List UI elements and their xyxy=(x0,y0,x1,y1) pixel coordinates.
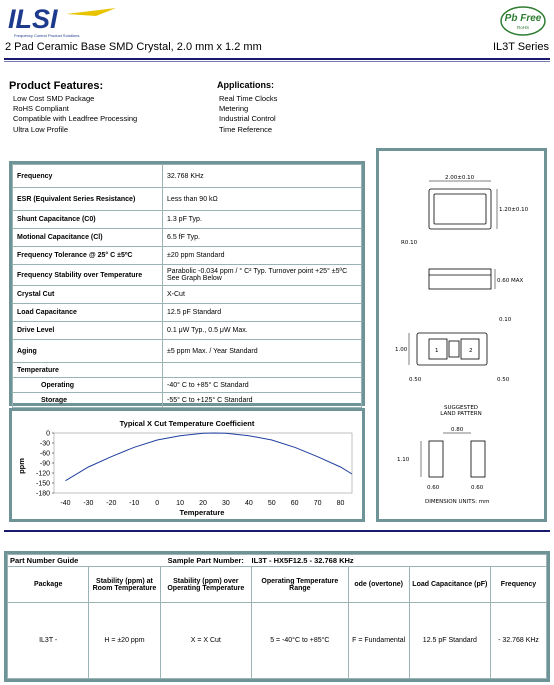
application-item: Time Reference xyxy=(219,124,273,134)
land-title-2: LAND PATTERN xyxy=(440,411,482,417)
specifications-table xyxy=(9,161,365,406)
dimension-units: DIMENSION UNITS: mm xyxy=(425,499,490,505)
chart-ylabel: ppm xyxy=(17,458,26,474)
y-tick-label: -150 xyxy=(35,480,50,488)
dimension-drawing xyxy=(376,148,547,522)
spec-row xyxy=(13,165,362,188)
pn-value-cell: IL3T - xyxy=(8,603,89,679)
spec-row xyxy=(13,363,362,378)
y-tick-label: -60 xyxy=(39,450,50,458)
spec-label: Frequency Tolerance @ 25° C ±5ºC xyxy=(13,247,163,265)
y-tick-label: 0 xyxy=(46,430,50,438)
plot-frame xyxy=(54,433,352,493)
spec-value: 32.768 KHz xyxy=(163,165,362,188)
x-tick-label: 30 xyxy=(222,500,230,507)
feature-item: Low Cost SMD Package xyxy=(13,94,95,103)
y-tick-label: -120 xyxy=(35,470,50,478)
dimension-svg xyxy=(379,151,544,519)
pn-value-cell: X = X Cut xyxy=(160,603,252,679)
dim-radius: R0.10 xyxy=(401,240,418,246)
header-rule-thin xyxy=(4,61,550,62)
pn-value-cell: 12.5 pF Standard xyxy=(409,603,490,679)
pn-value-cell: F = Fundamental xyxy=(348,603,409,679)
spec-row xyxy=(13,378,362,393)
chart-svg xyxy=(12,411,362,519)
pn-value-cell: H = ±20 ppm xyxy=(89,603,160,679)
dim-land-w1: 0.60 xyxy=(427,485,440,491)
section-rule xyxy=(4,530,550,532)
logo-tagline: Frequency Control Product Solutions xyxy=(14,33,80,38)
x-tick-label: -20 xyxy=(106,500,117,507)
dim-land-height: 1.10 xyxy=(397,457,410,463)
dim-side-height: 0.60 MAX xyxy=(497,278,524,284)
spec-label: Shunt Capacitance (C0) xyxy=(13,211,163,229)
spec-value: ±20 ppm Standard xyxy=(163,247,362,265)
spec-row xyxy=(13,247,362,265)
spec-value: X-Cut xyxy=(163,286,362,304)
header-rule xyxy=(4,58,550,60)
spec-label: Motional Capacitance (Cl) xyxy=(13,229,163,247)
features-heading: Product Features: xyxy=(9,80,104,92)
pb-free-badge xyxy=(500,6,546,36)
pn-header-cell: Stability (ppm) at Room Temperature xyxy=(89,567,160,603)
dim-pad-width: 0.10 xyxy=(499,317,512,323)
spec-label: Drive Level xyxy=(13,322,163,340)
x-tick-label: -30 xyxy=(83,500,94,507)
chart-title: Typical X Cut Temperature Coefficient xyxy=(119,419,255,428)
spec-label: Frequency xyxy=(13,165,163,188)
pn-guide-label: Part Number Guide xyxy=(8,555,161,567)
spec-row xyxy=(13,393,362,408)
spec-value: 0.1 μW Typ., 0.5 μW Max. xyxy=(163,322,362,340)
feature-item: RoHS Compliant xyxy=(13,104,69,114)
x-tick-label: 0 xyxy=(155,500,160,507)
y-tick-label: -90 xyxy=(39,460,50,468)
x-tick-label: 10 xyxy=(176,500,184,507)
x-tick-label: 60 xyxy=(290,500,299,507)
spec-label: Operating xyxy=(13,378,163,393)
spec-label: Temperature xyxy=(13,363,163,378)
dim-pad-left: 0.50 xyxy=(409,377,422,383)
x-tick-label: 70 xyxy=(313,500,322,507)
spec-row xyxy=(13,286,362,304)
spec-label: Load Capacitance xyxy=(13,304,163,322)
spec-label: Storage xyxy=(13,393,163,408)
x-tick-label: 20 xyxy=(199,500,207,507)
temperature-chart xyxy=(9,408,365,522)
application-item: Real Time Clocks xyxy=(219,94,278,103)
spec-label: Aging xyxy=(13,340,163,363)
dim-land-w2: 0.60 xyxy=(471,485,484,491)
logo-text: ILSI xyxy=(8,4,58,34)
chart-xlabel: Temperature xyxy=(179,508,225,517)
y-tick-label: -30 xyxy=(39,440,50,448)
pad-2-label: 2 xyxy=(469,348,473,354)
feature-item: Ultra Low Profile xyxy=(13,124,69,134)
application-item: Industrial Control xyxy=(219,114,276,124)
pn-value-cell: - 32.768 KHz xyxy=(491,603,547,679)
spec-value xyxy=(163,363,362,378)
pn-header-cell: Package xyxy=(8,567,89,603)
spec-value: Less than 90 kΩ xyxy=(163,188,362,211)
spec-value: 6.5 fF Typ. xyxy=(163,229,362,247)
y-tick-label: -180 xyxy=(35,490,50,498)
rohs-text: RoHS xyxy=(516,25,530,30)
spec-value: -40° C to +85° C Standard xyxy=(163,378,362,393)
spec-label: ESR (Equivalent Series Resistance) xyxy=(13,188,163,211)
x-tick-label: 50 xyxy=(267,500,276,507)
spec-value: 12.5 pF Standard xyxy=(163,304,362,322)
product-title: 2 Pad Ceramic Base SMD Crystal, 2.0 mm x 1.2 mm xyxy=(5,41,262,53)
spec-value: ±5 ppm Max. / Year Standard xyxy=(163,340,362,363)
features-list xyxy=(13,94,137,135)
pn-header-cell: Load Capacitance (pF) xyxy=(409,567,490,603)
feature-item: Compatible with Leadfree Processing xyxy=(13,114,138,124)
spec-value: 1.3 pF Typ. xyxy=(163,211,362,229)
pb-free-text: Pb Free xyxy=(504,13,542,24)
part-number-guide xyxy=(4,551,550,682)
pn-value-cell: 5 = -40°C to +85°C xyxy=(252,603,349,679)
dim-pad-height: 1.00 xyxy=(395,347,408,353)
pn-sample-label: Sample Part Number: xyxy=(160,555,252,567)
spec-row xyxy=(13,188,362,211)
dim-land-gap: 0.80 xyxy=(451,427,464,433)
spec-label: Frequency Stability over Temperature xyxy=(13,265,163,286)
pad-1-label: 1 xyxy=(435,348,439,354)
applications-list xyxy=(219,94,277,135)
spec-row xyxy=(13,322,362,340)
application-item: Metering xyxy=(219,104,249,114)
pn-sample-value: IL3T - HX5F12.5 - 32.768 KHz xyxy=(252,555,491,567)
x-tick-label: -10 xyxy=(129,500,140,507)
pn-header-cell: ode (overtone) xyxy=(348,567,409,603)
x-tick-label: 40 xyxy=(244,500,253,507)
spec-row xyxy=(13,304,362,322)
x-tick-label: -40 xyxy=(60,500,71,507)
series-line xyxy=(66,433,353,481)
dim-top-height: 1.20±0.10 xyxy=(499,207,529,213)
spec-row xyxy=(13,265,362,286)
spec-row xyxy=(13,340,362,363)
dim-pad-right: 0.50 xyxy=(497,377,510,383)
ilsi-logo xyxy=(4,4,124,40)
series-label: IL3T Series xyxy=(492,41,549,53)
dim-top-width: 2.00±0.10 xyxy=(445,175,475,181)
spec-row xyxy=(13,229,362,247)
pn-header-cell: Frequency xyxy=(491,567,547,603)
applications-heading: Applications: xyxy=(217,80,275,90)
spec-value: Parabolic -0.034 ppm / ° C² Typ. Turnover point +25° ±5ºC See Graph Below xyxy=(163,265,362,286)
spec-value: -55° C to +125° C Standard xyxy=(163,393,362,408)
pn-header-cell: Operating Temperature Range xyxy=(252,567,349,603)
spec-row xyxy=(13,211,362,229)
spec-label: Crystal Cut xyxy=(13,286,163,304)
land-title-1: SUGGESTED xyxy=(443,405,479,411)
x-tick-label: 80 xyxy=(336,500,345,507)
pn-header-cell: Stability (ppm) over Operating Temperature xyxy=(160,567,252,603)
